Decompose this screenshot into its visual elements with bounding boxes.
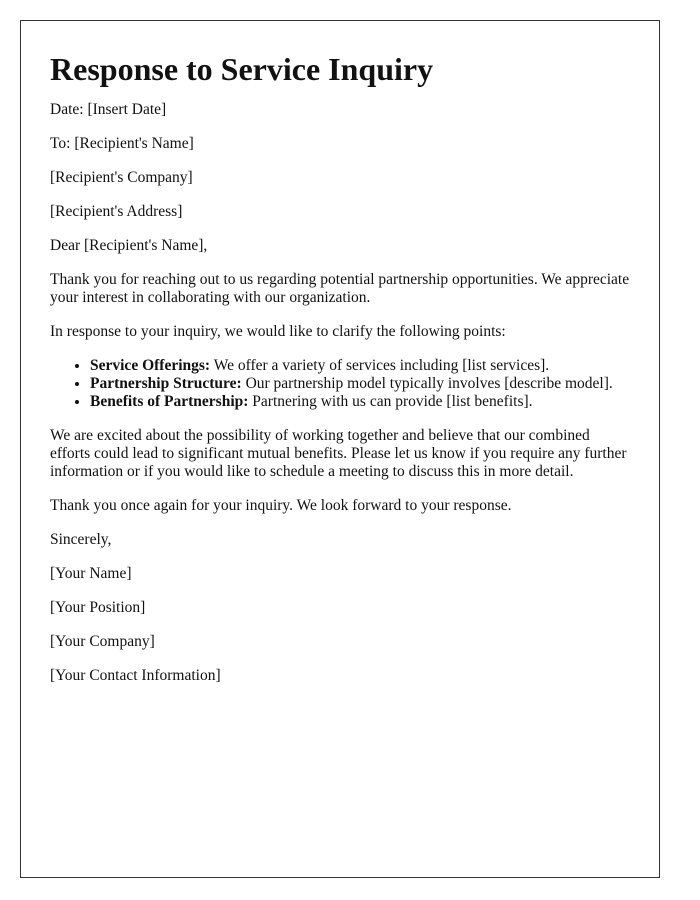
date-line: Date: [Insert Date] (50, 101, 167, 118)
salutation: Dear [Recipient's Name], (50, 237, 208, 254)
sender-contact: [Your Contact Information] (50, 667, 221, 684)
point-label: Benefits of Partnership: (90, 393, 249, 410)
sender-name: [Your Name] (50, 565, 132, 582)
point-text: Partnering with us can provide [list benefits]. (248, 393, 533, 410)
letter-page (20, 20, 660, 878)
list-item (90, 375, 630, 393)
recipient-company-line: [Recipient's Company] (50, 169, 193, 186)
sender-position: [Your Position] (50, 599, 146, 616)
intro-paragraph: Thank you for reaching out to us regarding potential partnership opportunities. We appreciate your interest in collaborating with our organization. (50, 271, 630, 306)
signoff: Sincerely, (50, 531, 112, 548)
point-label: Service Offerings: (90, 357, 211, 374)
sender-company: [Your Company] (50, 633, 155, 650)
closing-paragraph: We are excited about the possibility of working together and believe that our combined efforts could lead to significant mutual benefits. Please let us know if you require any further information or if you would like to schedule a meeting to discuss this in more detail. (50, 427, 627, 480)
letter-title: Response to Service Inquiry (50, 51, 434, 87)
point-text: Our partnership model typically involves [describe model]. (241, 375, 613, 392)
list-item (90, 357, 630, 375)
point-text: We offer a variety of services including [list services]. (210, 357, 550, 374)
list-item (90, 393, 630, 411)
thanks-paragraph: Thank you once again for your inquiry. We look forward to your response. (50, 497, 512, 514)
lead-in-paragraph: In response to your inquiry, we would like to clarify the following points: (50, 323, 506, 340)
recipient-name-line: To: [Recipient's Name] (50, 135, 194, 152)
clarification-points-list (50, 357, 630, 411)
point-label: Partnership Structure: (90, 375, 242, 392)
recipient-address-line: [Recipient's Address] (50, 203, 183, 220)
